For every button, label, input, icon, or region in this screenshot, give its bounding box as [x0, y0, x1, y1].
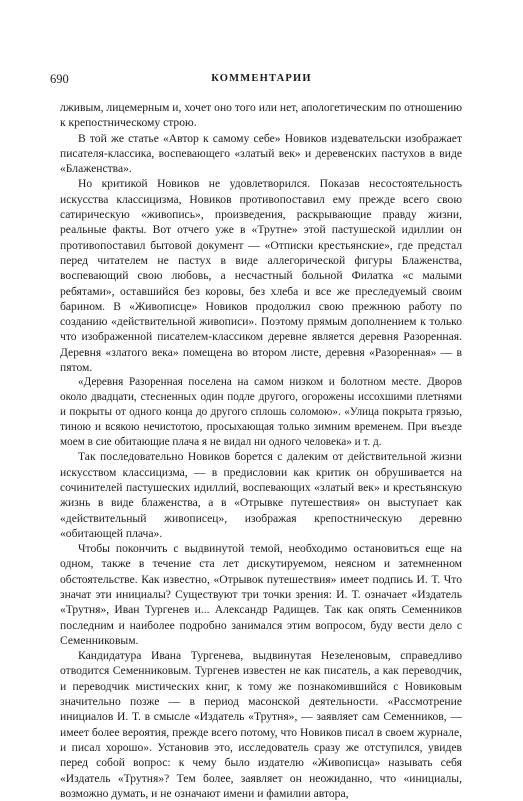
paragraph: лживым, лицемерным и, хочет оно того или нет, апологетическим по отношению к крепостническому строю. — [60, 101, 462, 130]
paragraph: Кандидатура Ивана Тургенева, выдвинутая Незеленовым, справедливо отводится Семенниковым. Тургенев известен не как писатель, а как переводчик, и переводчик мистических книг, к тому же познакомившийся с Новиковым значительно позже — в период масонской деятельности. «Рассмотрение инициалов И. Т. в смысле «Издатель «Трутня», — заявляет сам Семенников, — имеет более вероятия, прежде всего потому, что Новиков писал в своем журнале, и писал хорошо». Установив это, исследователь сразу же отступился, увидев перед собой вопрос: к чему было издателю «Живописца» называть себя «Издатель «Трутня»? Тем более, заявляет он неожиданно, что «инициалы, возможно думать, и не означают имени и фамилии автора, — [60, 649, 462, 800]
body-text — [60, 100, 462, 801]
page-number: 690 — [50, 72, 69, 86]
paragraph: Но критикой Новиков не удовлетворился. Показав несостоятельность искусства классицизма, Новиков противопоставил ему прежде всего свою сатирическую «живопись», произведения, раскрывающие правду жизни, реальные факты. Вот отчего уже в «Трутне» этой пастушеской идиллии он противопоставил бытовой документ — «Отписки крестьянские», где предстал перед читателем не пастух в виде аллегорической фигуры Блаженства, воспевающий свою любовь, а несчастный больной Филатка «с малыми ребятами», оставшийся без коровы, без хлеба и все же преследуемый своим барином. В «Живописце» Новиков продолжил свою прежнюю работу по созданию «действительной живописи». Поэтому прямым дополнением к только что изображенной писателем-классиком деревне является деревня Разоренная. Деревня «златого века» помещена во втором листе, деревня «Разоренная» — в пятом. — [60, 177, 462, 375]
paragraph: Чтобы покончить с выдвинутой темой, необходимо остановиться еще на одном, также в течение ста лет дискутируемом, неясном и затемненном обстоятельстве. Как известно, «Отрывок путешествия» имеет подпись И. Т. Что значат эти инициалы? Существуют три точки зрения: И. Т. означает «Издатель «Трутня», Иван Тургенев и... Александр Радищев. Так как опять Семенников последним и наиболее подробно занимался этим вопросом, буду вести дело с Семенниковым. — [60, 542, 462, 647]
quoted-paragraph: «Деревня Разоренная поселена на самом низком и болотном месте. Дворов около двадцати, стесненных один подле другого, огорожены иссохшими плетнями и покрыты от одного конца до другого сплошь соломою». «Улица покрыта грязью, тиною и всякою нечистотою, просыхающая только зимним временем. При въезде моем в сие обитающие плача я не видал ни одного человека» и т. д. — [60, 376, 462, 448]
paragraph: В той же статье «Автор к самому себе» Новиков издевательски изображает писателя-классика, воспевающего «златый век» и деревенских пастухов в виде «Блаженства». — [60, 131, 462, 176]
page-header — [0, 72, 523, 86]
paragraph: Так последовательно Новиков борется с далеким от действительной жизни искусством классицизма, — в предисловии как критик он обрушивается на сочинителей пастушеских идиллий, воспевающих «златый век» и крестьянскую жизнь в виде блаженства, а в «Отрывке путешествия» он выступает как «действительный живописец», изображая крепостническую деревню «обитающей плача». — [60, 450, 462, 540]
running-head: КОММЕНТАРИИ — [211, 73, 312, 84]
